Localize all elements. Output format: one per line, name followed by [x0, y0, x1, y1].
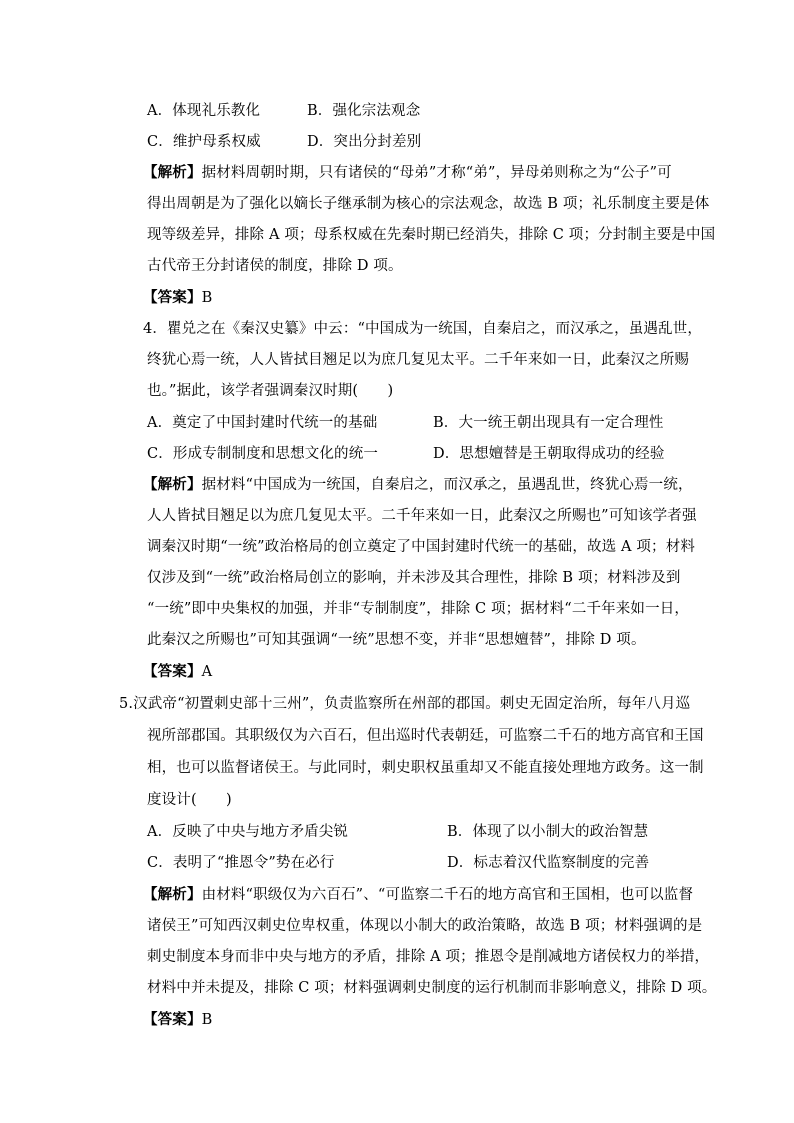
q3-analysis-line-2: 得出周朝是为了强化以嫡长子继承制为核心的宗法观念，故选 B 项；礼乐制度主要是体 — [147, 196, 710, 212]
q5-stem-line-3: 相，也可以监督诸侯王。与此同时，刺史职权虽重却又不能直接处理地方政务。这一制 — [147, 760, 704, 776]
q5-analysis-line-4: 材料中并未提及，排除 C 项；材料强调刺史制度的运行机制而非影响意义，排除 D 项。 — [147, 980, 717, 996]
q5-stem-line-1: 5.汉武帝“初置刺史部十三州”，负责监察所在州部的郡国。刺史无固定治所，每年八月巡 — [119, 696, 691, 712]
q4-answer-value: A — [201, 664, 213, 680]
q3-option-d: D．突出分封差别 — [307, 134, 422, 150]
q5-analysis-line-2: 诸侯王”可知西汉刺史位卑权重，体现以小制大的政治策略，故选 B 项；材料强调的是 — [147, 918, 703, 934]
q3-option-b: B．强化宗法观念 — [307, 103, 421, 119]
q4-stem-line-2: 终犹心焉一统，人人皆拭目翘足以为庶几复见太平。二千年来如一日，此秦汉之所赐 — [147, 352, 690, 368]
q5-analysis-line-3: 刺史制度本身而非中央与地方的矛盾，排除 A 项；推恩令是削减地方诸侯权力的举措， — [147, 949, 710, 965]
q5-analysis-line-1: 由材料“职级仅为六百石”、“可监察二千石的地方高官和王国相，也可以监督 — [201, 887, 694, 903]
q3-analysis-tag: 【解析】 — [143, 165, 202, 181]
q3-answer-tag: 【答案】 — [143, 290, 202, 306]
q5-option-b: B．体现了以小制大的政治智慧 — [447, 824, 649, 840]
q4-option-b: B．大一统王朝出现具有一定合理性 — [433, 415, 664, 431]
q4-option-a: A．奠定了中国封建时代统一的基础 — [147, 415, 378, 431]
q4-option-c: C．形成专制制度和思想文化的统一 — [147, 446, 378, 462]
q5-option-d: D．标志着汉代监察制度的完善 — [447, 855, 650, 871]
q4-analysis-line-2: 人人皆拭目翘足以为庶几复见太平。二千年来如一日，此秦汉之所赐也”可知该学者强 — [147, 508, 697, 524]
q4-analysis-line-5: “一统”即中央集权的加强，并非“专制制度”，排除 C 项；据材料“二千年来如一日， — [147, 601, 690, 617]
q5-option-a: A．反映了中央与地方矛盾尖锐 — [147, 824, 349, 840]
q5-stem-line-4: 度设计( ) — [147, 792, 232, 808]
q4-answer — [143, 662, 212, 682]
q4-answer-tag: 【答案】 — [143, 664, 202, 680]
q4-analysis-line-3: 调秦汉时期“一统”政治格局的创立奠定了中国封建时代统一的基础，故选 A 项；材料 — [147, 539, 696, 555]
q5-analysis-tag: 【解析】 — [143, 887, 202, 903]
q3-option-c: C．维护母系权威 — [147, 134, 261, 150]
q5-answer — [143, 1010, 212, 1030]
q4-stem-line-1: 4．瞿兑之在《秦汉史纂》中云：“中国成为一统国，自秦启之，而汉承之，虽遇乱世， — [143, 321, 702, 337]
q4-analysis-line-6: 此秦汉之所赐也”可知其强调“一统”思想不变，并非“思想嬗替”，排除 D 项。 — [147, 632, 646, 648]
q5-option-c: C．表明了“推恩令”势在必行 — [147, 855, 335, 871]
q3-analysis-line-1: 据材料周朝时期，只有诸侯的“母弟”才称“弟”，异母弟则称之为“公子”可 — [201, 165, 672, 181]
q4-stem-line-3: 也。”据此，该学者强调秦汉时期( ) — [147, 383, 394, 399]
q5-stem-line-2: 视所部郡国。其职级仅为六百石，但出巡时代表朝廷，可监察二千石的地方高官和王国 — [147, 728, 704, 744]
q5-answer-value: B — [201, 1012, 213, 1028]
q4-analysis-tag: 【解析】 — [143, 477, 202, 493]
q3-answer — [143, 288, 212, 308]
q3-answer-value: B — [201, 290, 213, 306]
q5-answer-tag: 【答案】 — [143, 1012, 202, 1028]
q4-analysis-line-4: 仅涉及到“一统”政治格局创立的影响，并未涉及其合理性，排除 B 项；材料涉及到 — [147, 570, 681, 586]
q4-option-d: D．思想嬗替是王朝取得成功的经验 — [433, 446, 665, 462]
q4-analysis-line-1: 据材料“中国成为一统国，自秦启之，而汉承之，虽遇乱世，终犹心焉一统， — [201, 477, 693, 493]
q3-analysis-line-3: 现等级差异，排除 A 项；母系权威在先秦时期已经消失，排除 C 项；分封制主要是中国 — [147, 227, 716, 243]
q3-option-a: A．体现礼乐教化 — [147, 103, 261, 119]
q3-analysis-line-4: 古代帝王分封诸侯的制度，排除 D 项。 — [147, 258, 403, 274]
